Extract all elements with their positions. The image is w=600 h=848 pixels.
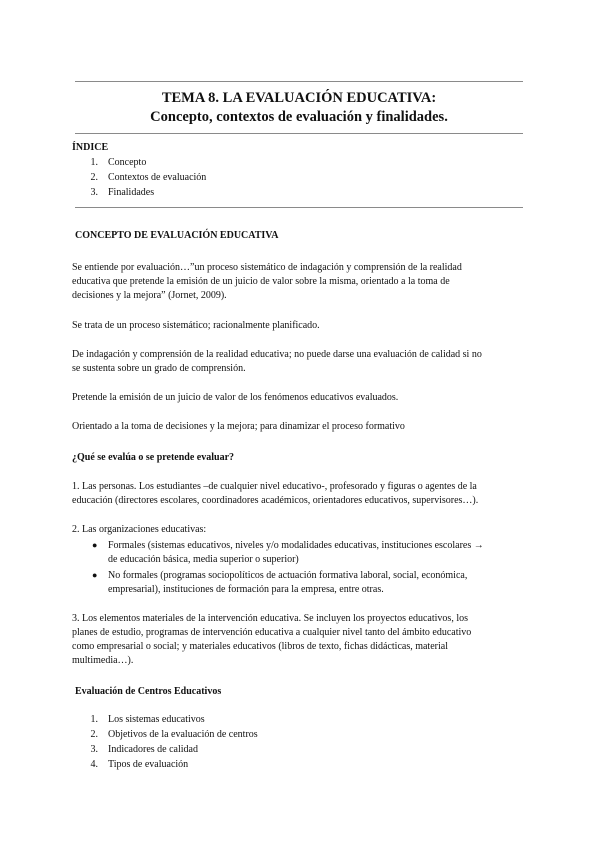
bullet-line: No formales (programas sociopolíticos de actuación formativa laboral, social, económica, xyxy=(108,570,468,581)
section-heading-concept: CONCEPTO DE EVALUACIÓN EDUCATIVA xyxy=(75,230,279,241)
paragraph: Pretende la emisión de un juicio de valor de los fenómenos educativos evaluados. xyxy=(72,392,399,403)
list-number: 1. xyxy=(90,714,98,725)
list-number: 2. xyxy=(90,729,98,740)
bullet-line: Formales (sistemas educativos, niveles y/o modalidades educativas, instituciones escolares → xyxy=(108,540,484,551)
bullet-line: de educación básica, media superior o superior) xyxy=(108,554,299,565)
paragraph-line: educación (directores escolares, coordinadores académicos, orientadores educativos, supervisores…). xyxy=(72,495,479,506)
paragraph-line: planes de estudio, programas de intervención educativa a cualquier nivel tanto del ámbito educativo xyxy=(72,627,472,638)
index-item: Finalidades xyxy=(108,187,155,198)
paragraph: 2. Las organizaciones educativas: xyxy=(72,524,207,535)
paragraph-line: 1. Las personas. Los estudiantes –de cualquier nivel educativo-, profesorado y figuras o agentes de la xyxy=(72,481,477,492)
definition-line: decisiones y la mejora” (Jornet, 2009). xyxy=(72,290,227,301)
document-subtitle: Concepto, contextos de evaluación y finalidades. xyxy=(150,109,448,125)
paragraph-line: De indagación y comprensión de la realidad educativa; no puede darse una evaluación de calidad si no xyxy=(72,349,482,360)
list-item: Objetivos de la evaluación de centros xyxy=(108,729,258,740)
bullet-icon: ● xyxy=(92,570,98,580)
bullet-icon: ● xyxy=(92,540,98,550)
paragraph: Se trata de un proceso sistemático; racionalmente planificado. xyxy=(72,320,320,331)
title-rule xyxy=(75,133,523,134)
paragraph-line: multimedia…). xyxy=(72,655,134,666)
paragraph: Orientado a la toma de decisiones y la mejora; para dinamizar el proceso formativo xyxy=(72,421,405,432)
definition-line: Se entiende por evaluación…”un proceso sistemático de indagación y comprensión de la realidad xyxy=(72,262,462,273)
index-item: Contextos de evaluación xyxy=(108,172,207,183)
top-rule xyxy=(75,81,523,82)
list-number: 1. xyxy=(90,157,98,168)
definition-line: educativa que pretende la emisión de un juicio de valor sobre la misma, orientado a la toma de xyxy=(72,276,450,287)
section-heading-what: ¿Qué se evalúa o se pretende evaluar? xyxy=(72,452,235,463)
document-title: TEMA 8. LA EVALUACIÓN EDUCATIVA: xyxy=(161,90,437,106)
paragraph-line: 3. Los elementos materiales de la intervención educativa. Se incluyen los proyectos educativos, los xyxy=(72,613,468,624)
list-item: Indicadores de calidad xyxy=(108,744,198,755)
list-number: 3. xyxy=(90,744,98,755)
list-item: Los sistemas educativos xyxy=(108,714,205,725)
paragraph-line: como empresarial o social; y materiales educativos (libros de texto, fichas didácticas, material xyxy=(72,641,448,652)
list-number: 2. xyxy=(90,172,98,183)
bullet-line: empresarial), instituciones de formación para la empresa, entre otras. xyxy=(108,584,384,595)
index-item: Concepto xyxy=(108,157,147,168)
paragraph-line: se sustenta sobre un grado de comprensión. xyxy=(72,363,246,374)
list-item: Tipos de evaluación xyxy=(108,759,189,770)
index-heading: ÍNDICE xyxy=(72,142,109,153)
list-number: 4. xyxy=(90,759,98,770)
list-number: 3. xyxy=(90,187,98,198)
section-heading-centers: Evaluación de Centros Educativos xyxy=(75,686,222,697)
index-rule xyxy=(75,207,523,208)
